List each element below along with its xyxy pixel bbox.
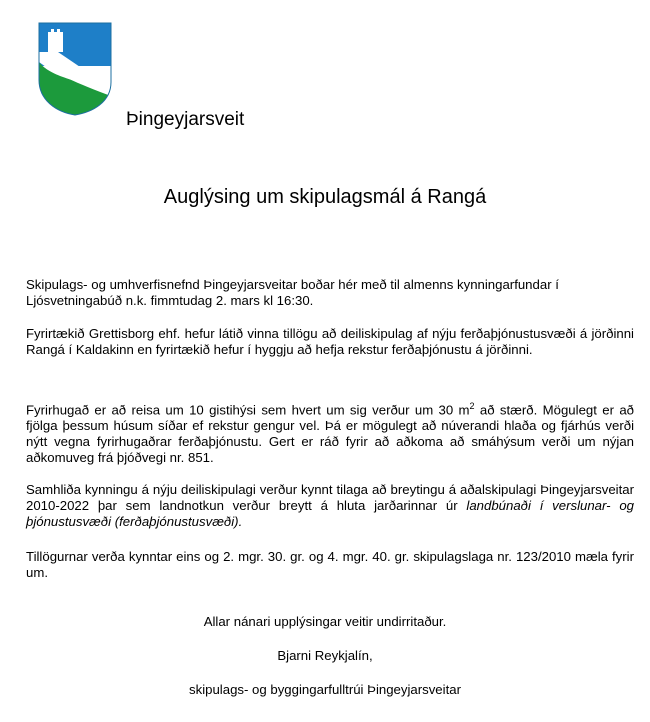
municipality-coat-of-arms	[38, 22, 112, 116]
paragraph-meeting	[26, 277, 634, 309]
castle-tower	[48, 29, 63, 52]
signature-name: Bjarni Reykjalín,	[277, 648, 373, 663]
signature-title: skipulags- og byggingarfulltrúi Þingeyjarsveitar	[189, 682, 461, 697]
municipality-name: Þingeyjarsveit	[126, 109, 245, 130]
paragraph-plans-text-b: að stærð. Mögulegt er að fjölga þessum húsum síðar ef rekstur gengur vel. Þá er mögulegt að núverandi hlaða og fjárhús verði nýtt vegna fyrirhugaðrar ferðaþjónustu. Gert er ráð fyrir að aðkoma að smáhýsum verði um nýjan aðkomuveg frá þjóðvegi nr. 851.	[26, 402, 634, 466]
paragraph-meeting-line1: Skipulags- og umhverfisnefnd Þingeyjarsveitar boðar hér með til almenns kynningarfundar í	[26, 277, 559, 292]
contact-info: Allar nánari upplýsingar veitir undirritaður.	[203, 614, 447, 629]
paragraph-amendment-text: Samhliða kynningu á nýju deiliskipulagi verður kynnt tilaga að breytingu á aðalskipulagi Þingeyjarsveitar 2010-2022 þar sem landnotkun verður breytt á hluta jarðarinnar úr	[26, 482, 634, 513]
paragraph-proposal: Fyrirtækið Grettisborg ehf. hefur látið vinna tillögu að deiliskipulag af nýju ferðaþjónustusvæði á jörðinni Rangá í Kaldakinn en fyrirtækið hefur í hyggju að hefja rekstur ferðaþjónustu á jörðinni.	[26, 326, 634, 357]
paragraph-plans-text-a: Fyrirhugað er að reisa um 10 gistihýsi sem hvert um sig verður um 30 m	[26, 402, 470, 418]
paragraph-amendment	[26, 482, 634, 530]
paragraph-meeting-line2: Ljósvetningabúð n.k. fimmtudag 2. mars kl 16:30.	[26, 293, 314, 308]
paragraph-legal: Tillögurnar verða kynntar eins og 2. mgr. 30. gr. og 4. mgr. 40. gr. skipulagslaga nr. 123/2010 mæla fyrir um.	[26, 549, 634, 580]
notice-title: Auglýsing um skipulagsmál á Rangá	[163, 186, 487, 208]
paragraph-plans	[26, 398, 634, 466]
area-superscript: 2	[469, 401, 475, 411]
paragraph-amendment-italic: landbúnaði í verslunar- og þjónustusvæði (ferðaþjónustusvæði).	[26, 498, 634, 529]
